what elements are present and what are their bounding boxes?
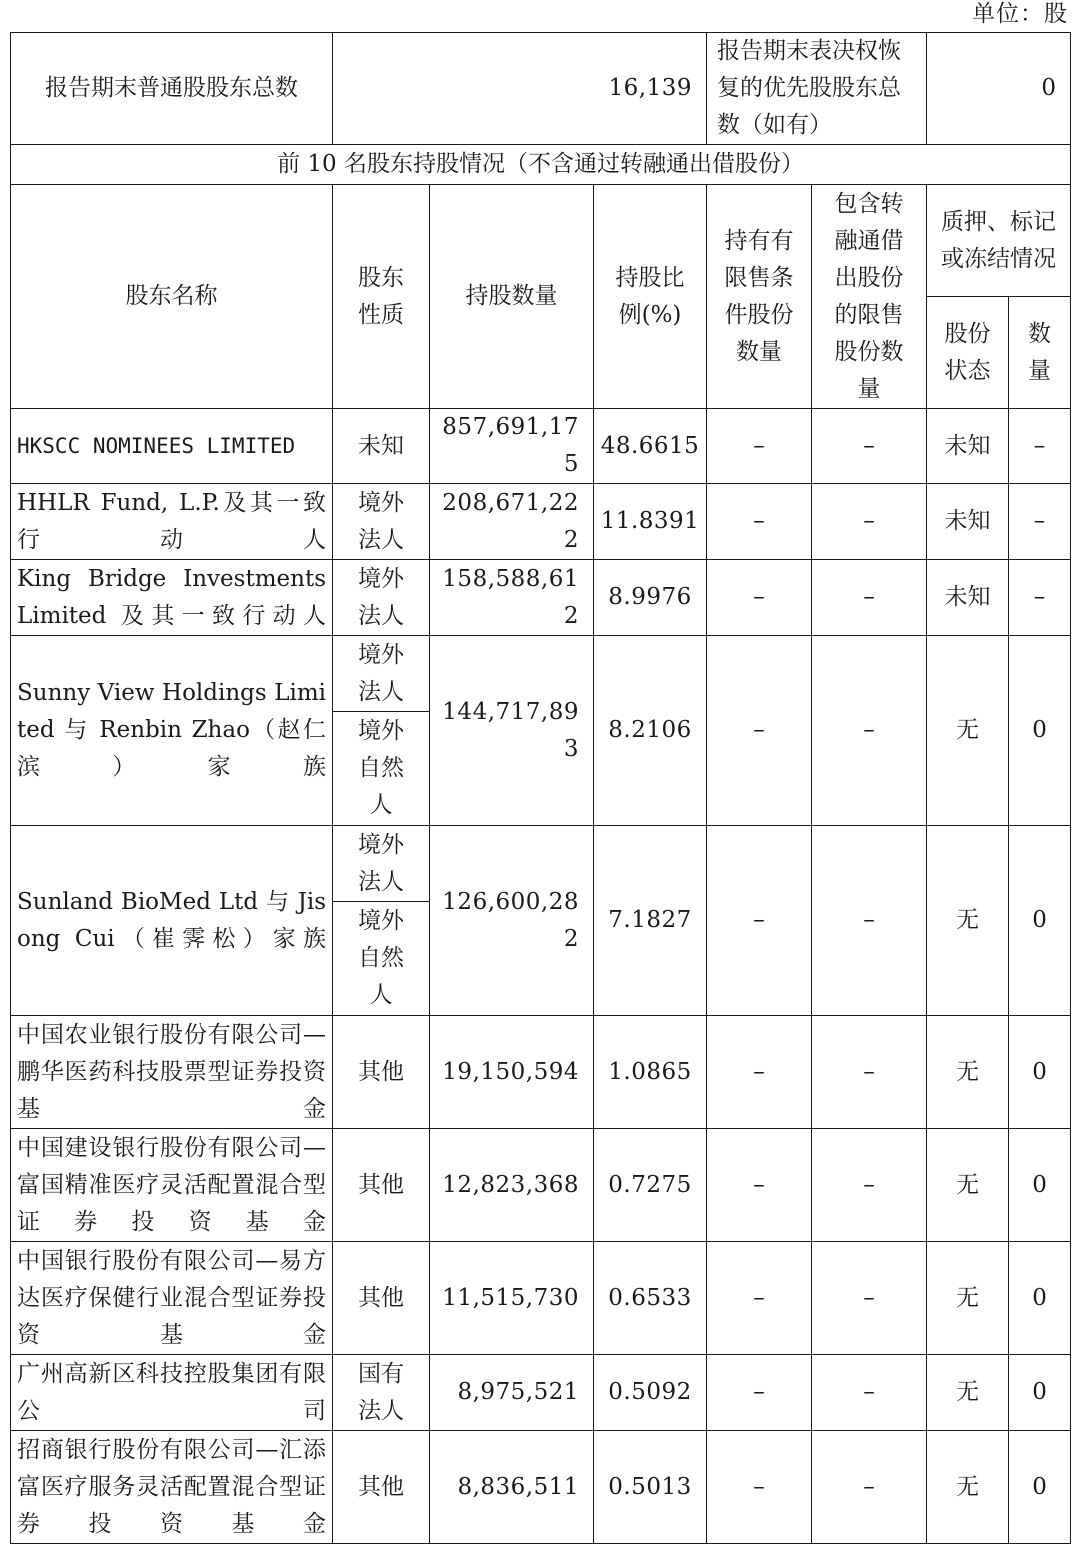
header-row-1	[11, 185, 1071, 297]
header-pledge: 质押、标记或冻结情况	[927, 185, 1071, 297]
holder-status: 无	[927, 636, 1009, 826]
holder-qty: 0	[1009, 1016, 1071, 1129]
holder-ratio: 11.8391	[594, 484, 707, 560]
holder-lent: –	[812, 636, 927, 826]
header-name: 股东名称	[11, 185, 333, 409]
header-lent-restricted: 包含转融通借出股份的限售股份数量	[812, 185, 927, 409]
table-row	[11, 1431, 1071, 1544]
holder-ratio: 0.5092	[594, 1355, 707, 1431]
holder-qty: 0	[1009, 1355, 1071, 1431]
holder-name: HKSCC NOMINEES LIMITED	[11, 409, 333, 484]
holder-lent: –	[812, 1355, 927, 1431]
holder-restricted: –	[707, 1016, 812, 1129]
table-row	[11, 560, 1071, 636]
holder-shares: 208,671,222	[430, 484, 594, 560]
holder-restricted: –	[707, 1355, 812, 1431]
holder-nature: 国有法人	[333, 1355, 430, 1431]
preferred-holders-label: 报告期末表决权恢复的优先股股东总数（如有）	[707, 33, 927, 145]
holder-lent: –	[812, 560, 927, 636]
holder-shares: 11,515,730	[430, 1242, 594, 1355]
section-title-row	[11, 145, 1071, 185]
unit-label: 单位：股	[972, 1, 1068, 27]
holder-nature: 其他	[333, 1242, 430, 1355]
holder-status: 未知	[927, 560, 1009, 636]
table-row	[11, 1355, 1071, 1431]
holder-lent: –	[812, 409, 927, 484]
holder-nature-secondary: 境外自然人	[333, 712, 430, 826]
holder-shares: 126,600,282	[430, 826, 594, 1016]
holder-lent: –	[812, 826, 927, 1016]
holder-qty: –	[1009, 560, 1071, 636]
holder-ratio: 0.5013	[594, 1431, 707, 1544]
holder-status: 无	[927, 1129, 1009, 1242]
holder-qty: 0	[1009, 636, 1071, 826]
holder-restricted: –	[707, 409, 812, 484]
holder-nature: 其他	[333, 1016, 430, 1129]
holder-ratio: 8.9976	[594, 560, 707, 636]
header-status: 股份状态	[927, 297, 1009, 409]
holder-status: 无	[927, 826, 1009, 1016]
holder-shares: 12,823,368	[430, 1129, 594, 1242]
table-row	[11, 826, 1071, 902]
holder-name: 中国建设银行股份有限公司—富国精准医疗灵活配置混合型证券投资基金	[11, 1129, 333, 1242]
table-row	[11, 409, 1071, 484]
holder-restricted: –	[707, 560, 812, 636]
holder-lent: –	[812, 1242, 927, 1355]
holder-restricted: –	[707, 484, 812, 560]
holder-name: 招商银行股份有限公司—汇添富医疗服务灵活配置混合型证券投资基金	[11, 1431, 333, 1544]
holder-nature-secondary: 境外自然人	[333, 902, 430, 1016]
holder-qty: 0	[1009, 1129, 1071, 1242]
holder-shares: 158,588,612	[430, 560, 594, 636]
holder-name: Sunland BioMed Ltd 与 Jisong Cui（崔霁松）家族	[11, 826, 333, 1016]
holder-shares: 857,691,175	[430, 409, 594, 484]
holder-nature: 其他	[333, 1129, 430, 1242]
table-row	[11, 1129, 1071, 1242]
shareholder-table	[10, 32, 1071, 1544]
total-holders-label: 报告期末普通股股东总数	[11, 33, 333, 145]
holder-name: 中国银行股份有限公司—易方达医疗保健行业混合型证券投资基金	[11, 1242, 333, 1355]
total-holders-value: 16,139	[333, 33, 707, 145]
holder-restricted: –	[707, 1431, 812, 1544]
holder-restricted: –	[707, 636, 812, 826]
preferred-holders-value: 0	[927, 33, 1071, 145]
holder-lent: –	[812, 1016, 927, 1129]
holder-lent: –	[812, 484, 927, 560]
holder-name: King Bridge Investments Limited 及其一致行动人	[11, 560, 333, 636]
header-ratio: 持股比例(%)	[594, 185, 707, 409]
holder-restricted: –	[707, 1242, 812, 1355]
holder-ratio: 0.7275	[594, 1129, 707, 1242]
holder-name: HHLR Fund, L.P.及其一致行动人	[11, 484, 333, 560]
holder-shares: 19,150,594	[430, 1016, 594, 1129]
table-row	[11, 636, 1071, 712]
holder-name: 中国农业银行股份有限公司—鹏华医药科技股票型证券投资基金	[11, 1016, 333, 1129]
holder-qty: 0	[1009, 826, 1071, 1016]
header-quantity: 数量	[1009, 297, 1071, 409]
holder-restricted: –	[707, 826, 812, 1016]
header-restricted: 持有有限售条件股份数量	[707, 185, 812, 409]
holder-shares: 144,717,893	[430, 636, 594, 826]
table-row	[11, 484, 1071, 560]
holder-nature: 未知	[333, 409, 430, 484]
summary-row	[11, 33, 1071, 145]
holder-name: Sunny View Holdings Limited 与 Renbin Zhao（赵仁滨）家族	[11, 636, 333, 826]
holder-lent: –	[812, 1431, 927, 1544]
holder-nature: 境外法人	[333, 826, 430, 902]
holder-ratio: 8.2106	[594, 636, 707, 826]
holder-status: 未知	[927, 484, 1009, 560]
section-title: 前 10 名股东持股情况（不含通过转融通出借股份）	[11, 145, 1071, 185]
holder-nature: 境外法人	[333, 636, 430, 712]
holder-shares: 8,836,511	[430, 1431, 594, 1544]
holder-qty: 0	[1009, 1431, 1071, 1544]
holder-ratio: 0.6533	[594, 1242, 707, 1355]
holder-shares: 8,975,521	[430, 1355, 594, 1431]
holder-qty: –	[1009, 409, 1071, 484]
holder-restricted: –	[707, 1129, 812, 1242]
holder-status: 未知	[927, 409, 1009, 484]
holder-nature: 其他	[333, 1431, 430, 1544]
holder-ratio: 7.1827	[594, 826, 707, 1016]
header-nature: 股东性质	[333, 185, 430, 409]
holder-lent: –	[812, 1129, 927, 1242]
holder-status: 无	[927, 1016, 1009, 1129]
holder-status: 无	[927, 1355, 1009, 1431]
table-row	[11, 1242, 1071, 1355]
holder-status: 无	[927, 1431, 1009, 1544]
holder-ratio: 48.6615	[594, 409, 707, 484]
table-row	[11, 1016, 1071, 1129]
holder-qty: 0	[1009, 1242, 1071, 1355]
holder-nature: 境外法人	[333, 484, 430, 560]
holder-qty: –	[1009, 484, 1071, 560]
holder-nature: 境外法人	[333, 560, 430, 636]
holder-name: 广州高新区科技控股集团有限公司	[11, 1355, 333, 1431]
holder-status: 无	[927, 1242, 1009, 1355]
holder-ratio: 1.0865	[594, 1016, 707, 1129]
header-shares: 持股数量	[430, 185, 594, 409]
